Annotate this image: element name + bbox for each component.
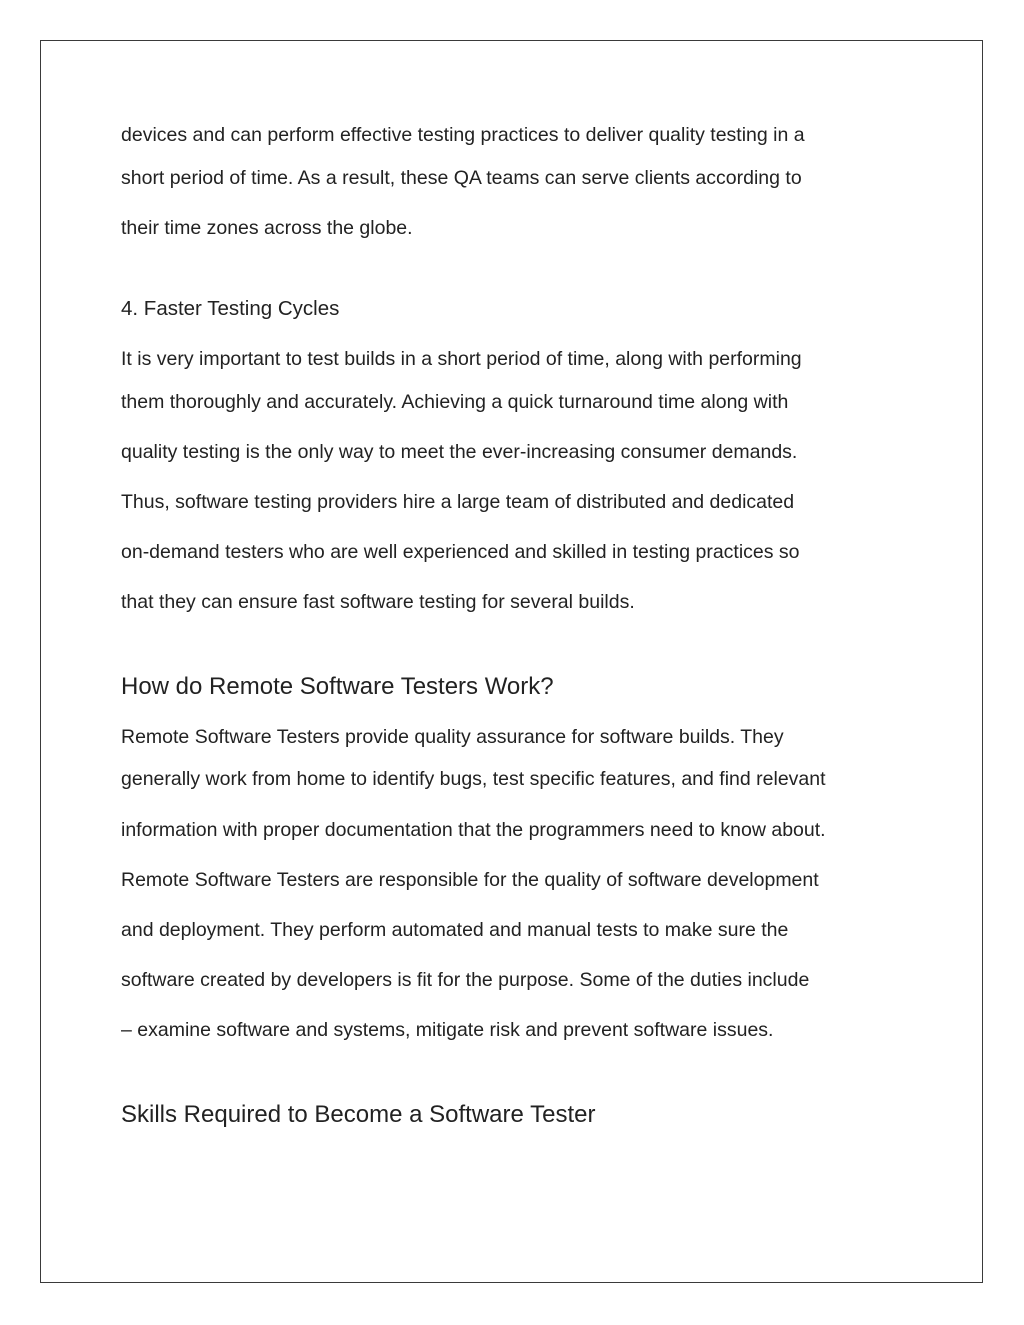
paragraph-line: software created by developers is fit for the purpose. Some of the duties include [121, 969, 810, 991]
paragraph-line: quality testing is the only way to meet the ever-increasing consumer demands. [121, 441, 798, 463]
paragraph-line: – examine software and systems, mitigate risk and prevent software issues. [121, 1019, 774, 1041]
section-subheading: 4. Faster Testing Cycles [121, 297, 340, 320]
paragraph-line: Remote Software Testers provide quality assurance for software builds. They [121, 726, 784, 748]
paragraph-line: and deployment. They perform automated and manual tests to make sure the [121, 919, 789, 941]
paragraph-line: short period of time. As a result, these QA teams can serve clients according to [121, 167, 802, 189]
paragraph-line: their time zones across the globe. [121, 217, 413, 239]
paragraph-line: devices and can perform effective testing practices to deliver quality testing in a [121, 124, 805, 146]
section-heading: How do Remote Software Testers Work? [121, 673, 554, 700]
paragraph-line: information with proper documentation that the programmers need to know about. [121, 819, 826, 841]
section-heading: Skills Required to Become a Software Tester [121, 1101, 596, 1128]
paragraph-line: Thus, software testing providers hire a large team of distributed and dedicated [121, 491, 795, 513]
paragraph-line: Remote Software Testers are responsible for the quality of software development [121, 869, 819, 891]
paragraph-line: generally work from home to identify bugs, test specific features, and find relevant [121, 768, 826, 790]
paragraph-line: It is very important to test builds in a short period of time, along with performing [121, 348, 802, 370]
paragraph-line: that they can ensure fast software testing for several builds. [121, 591, 635, 613]
paragraph-line: on-demand testers who are well experienced and skilled in testing practices so [121, 541, 800, 563]
paragraph-line: them thoroughly and accurately. Achieving a quick turnaround time along with [121, 391, 789, 413]
